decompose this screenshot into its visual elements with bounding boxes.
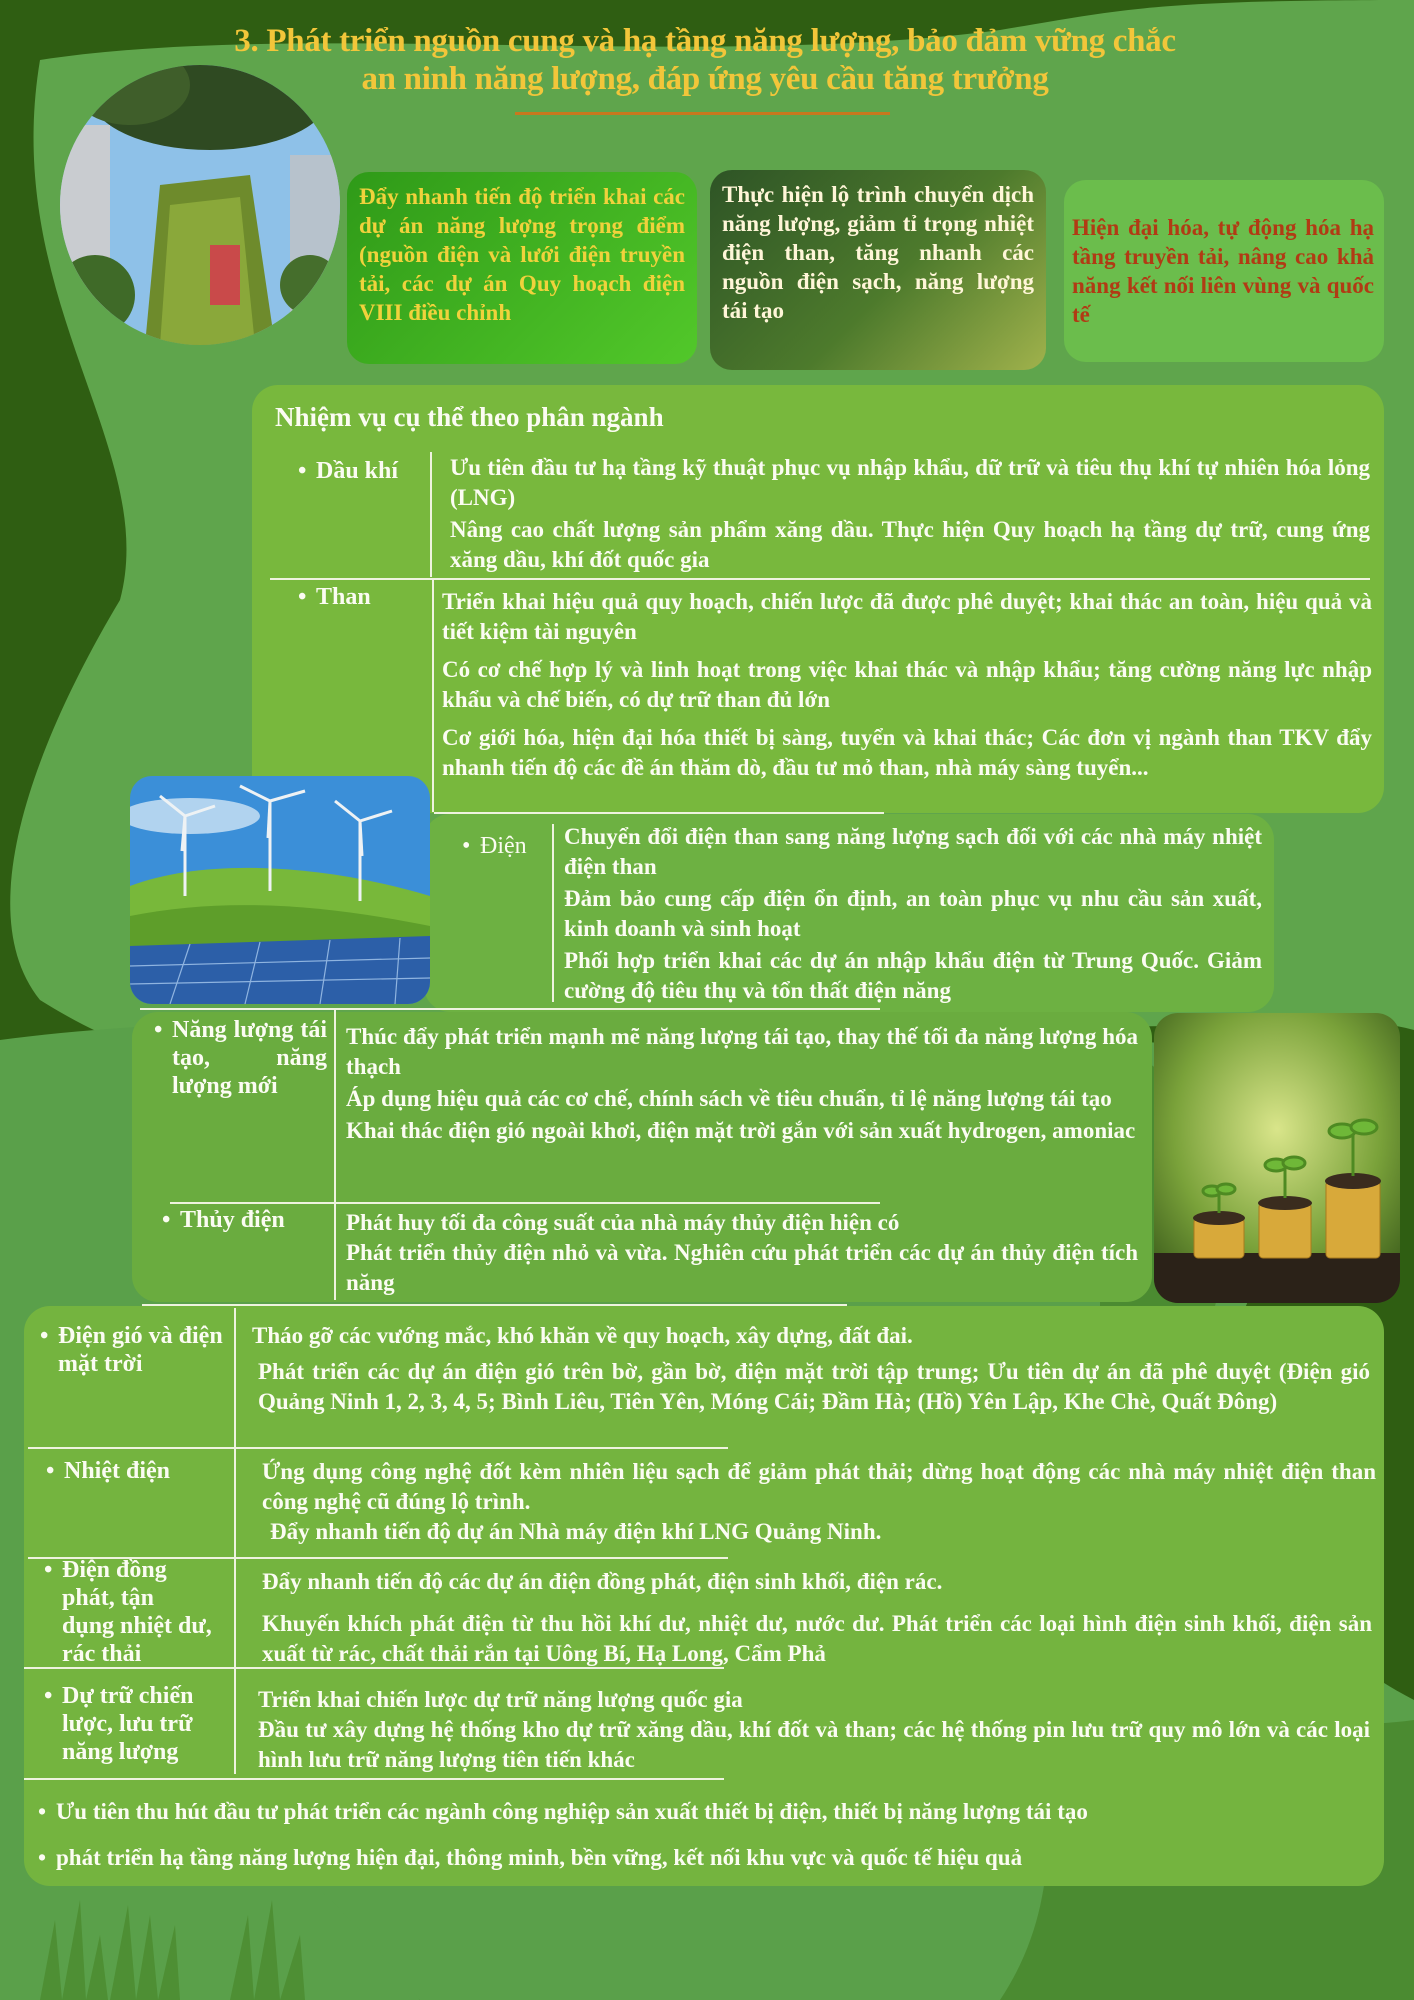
row-divider <box>140 1008 880 1010</box>
priority-box-modernize: Hiện đại hóa, tự động hóa hạ tầng truyền tải, nâng cao khả năng kết nối liên vùng và quốc tế <box>1064 180 1384 362</box>
sector-items-hydro <box>346 1208 1138 1300</box>
sector-item: Áp dụng hiệu quả các cơ chế, chính sách về tiêu chuẩn, tỉ lệ năng lượng tái tạo <box>346 1086 1112 1111</box>
sector-item: Phát triển các dự án điện gió trên bờ, gần bờ, điện mặt trời tập trung; Ưu tiên dự án đã phê duyệt (Điện gió Quảng Ninh 1, 2, 3, 4, 5; Bình Liêu, Tiên Yên, Móng Cái; Đầm Hà; (Hồ) Yên Lập, Khe Chè, Quất Đông) <box>258 1359 1370 1414</box>
sector-items-cogeneration <box>262 1567 1372 1671</box>
sector-label-renewable: • Năng lượng tái tạo, năng lượng mới <box>172 1016 327 1100</box>
title-line-1: 3. Phát triển nguồn cung và hạ tầng năng lượng, bảo đảm vững chắc <box>234 23 1176 59</box>
sector-item: Khuyến khích phát điện từ thu hồi khí dư, nhiệt dư, nước dư. Phát triển các loại hình điện sinh khối, điện sản xuất từ rác, chất thải rắn tại Uông Bí, Hạ Long, Cẩm Phả <box>262 1611 1372 1666</box>
sector-divider <box>432 580 434 812</box>
row-divider <box>24 1667 724 1669</box>
sector-item: Ứng dụng công nghệ đốt kèm nhiên liệu sạch để giảm phát thải; dừng hoạt động các nhà máy nhiệt điện than công nghệ cũ đúng lộ trình. <box>262 1459 1376 1514</box>
sector-label-coal: • Than <box>316 583 371 611</box>
sector-label-cogeneration: • Điện đồng phát, tận dụng nhiệt dư, rác thải <box>62 1556 212 1668</box>
page-title <box>130 22 1280 98</box>
sector-item: Đảm bảo cung cấp điện ổn định, an toàn phục vụ nhu cầu sản xuất, kinh doanh và sinh hoạt <box>564 886 1262 941</box>
sector-item: Thúc đẩy phát triển mạnh mẽ năng lượng tái tạo, thay thế tối đa năng lượng hóa thạch <box>346 1024 1138 1079</box>
sector-item: Chuyển đổi điện than sang năng lượng sạch đối với các nhà máy nhiệt điện than <box>564 824 1262 879</box>
sector-item: Triển khai chiến lược dự trữ năng lượng quốc gia <box>258 1687 743 1712</box>
coins-plants-photo <box>1154 1013 1400 1303</box>
sector-item: Có cơ chế hợp lý và linh hoạt trong việc khai thác và nhập khẩu; tăng cường năng lực nhập khẩu và chế biến, có dự trữ than đủ lớn <box>442 657 1372 712</box>
sector-item: Tháo gỡ các vướng mắc, khó khăn về quy hoạch, xây dựng, đất đai. <box>252 1323 913 1348</box>
sector-item: Đẩy nhanh tiến độ các dự án điện đồng phát, điện sinh khối, điện rác. <box>262 1569 943 1594</box>
sector-item: Đầu tư xây dựng hệ thống kho dự trữ xăng dầu, khí đốt và than; các hệ thống pin lưu trữ quy mô lớn và các loại hình lưu trữ năng lượng tiên tiến khác <box>258 1717 1370 1772</box>
sector-divider <box>234 1308 236 1774</box>
sector-items-renewable <box>346 1022 1138 1148</box>
sector-items-wind-solar <box>252 1321 1370 1419</box>
row-divider <box>142 1304 847 1306</box>
priority-box-projects: Đẩy nhanh tiến độ triển khai các dự án năng lượng trọng điểm (nguồn điện và lưới điện truyền tải, các dự án Quy hoạch điện VIII điều chỉnh <box>347 172 697 364</box>
sector-item: Cơ giới hóa, hiện đại hóa thiết bị sàng, tuyển và khai thác; Các đơn vị ngành than TKV đẩy nhanh tiến độ các đề án thăm dò, đầu tư mỏ than, nhà máy sàng tuyển... <box>442 725 1372 780</box>
wind-solar-photo <box>130 776 430 1004</box>
row-divider <box>170 1202 880 1204</box>
sector-items-electricity <box>564 822 1262 1008</box>
sector-item: Khai thác điện gió ngoài khơi, điện mặt trời gắn với sản xuất hydrogen, amoniac <box>346 1118 1136 1143</box>
sector-items-oil-gas <box>450 453 1370 577</box>
sector-divider <box>430 452 432 577</box>
sector-items-coal <box>442 587 1372 785</box>
sector-label-wind-solar: • Điện gió và điện mặt trời <box>58 1322 228 1378</box>
sector-divider <box>334 1010 336 1300</box>
sector-item: Đẩy nhanh tiến độ dự án Nhà máy điện khí LNG Quảng Ninh. <box>270 1519 882 1544</box>
title-underline <box>515 112 890 115</box>
sector-label-storage: • Dự trữ chiến lược, lưu trữ năng lượng <box>62 1682 232 1766</box>
closing-bullet: • phát triển hạ tầng năng lượng hiện đại, thông minh, bền vững, kết nối khu vực và quốc tế hiệu quả <box>56 1844 1366 1872</box>
sector-label-hydro: • Thủy điện <box>180 1206 285 1234</box>
sector-item: Phát huy tối đa công suất của nhà máy thủy điện hiện có <box>346 1210 900 1235</box>
sector-item: Nâng cao chất lượng sản phẩm xăng dầu. Thực hiện Quy hoạch hạ tầng dự trữ, cung ứng xăng dầu, khí đốt quốc gia <box>450 517 1370 572</box>
row-divider <box>28 1447 728 1449</box>
row-divider <box>434 812 884 814</box>
sector-label-oil-gas: • Dầu khí <box>316 457 398 485</box>
sector-item: Phối hợp triển khai các dự án nhập khẩu điện từ Trung Quốc. Giảm cường độ tiêu thụ và tổn thất điện năng <box>564 948 1262 1003</box>
sector-items-storage <box>258 1685 1370 1777</box>
sector-items-thermal <box>262 1457 1376 1549</box>
sector-label-electricity: • Điện <box>480 832 527 860</box>
closing-bullet: • Ưu tiên thu hút đầu tư phát triển các ngành công nghiệp sản xuất thiết bị điện, thiết bị năng lượng tái tạo <box>56 1798 1366 1826</box>
priority-box-transition: Thực hiện lộ trình chuyển dịch năng lượng, giảm tỉ trọng nhiệt điện than, tăng nhanh các nguồn điện sạch, năng lượng tái tạo <box>710 170 1046 370</box>
row-divider <box>270 578 1370 580</box>
row-divider <box>24 1778 724 1780</box>
sector-label-thermal: • Nhiệt điện <box>64 1457 170 1485</box>
title-line-2: an ninh năng lượng, đáp ứng yêu cầu tăng trưởng <box>361 61 1049 97</box>
green-building-photo <box>60 65 340 345</box>
sector-item: Ưu tiên đầu tư hạ tầng kỹ thuật phục vụ nhập khẩu, dữ trữ và tiêu thụ khí tự nhiên hóa lỏng (LNG) <box>450 455 1370 510</box>
sector-item: Triển khai hiệu quả quy hoạch, chiến lược đã được phê duyệt; khai thác an toàn, hiệu quả và tiết kiệm tài nguyên <box>442 589 1372 644</box>
sector-item: Phát triển thủy điện nhỏ và vừa. Nghiên cứu phát triển các dự án thủy điện tích năng <box>346 1240 1138 1295</box>
section-heading: Nhiệm vụ cụ thể theo phân ngành <box>275 402 664 432</box>
sector-divider <box>552 824 554 1002</box>
